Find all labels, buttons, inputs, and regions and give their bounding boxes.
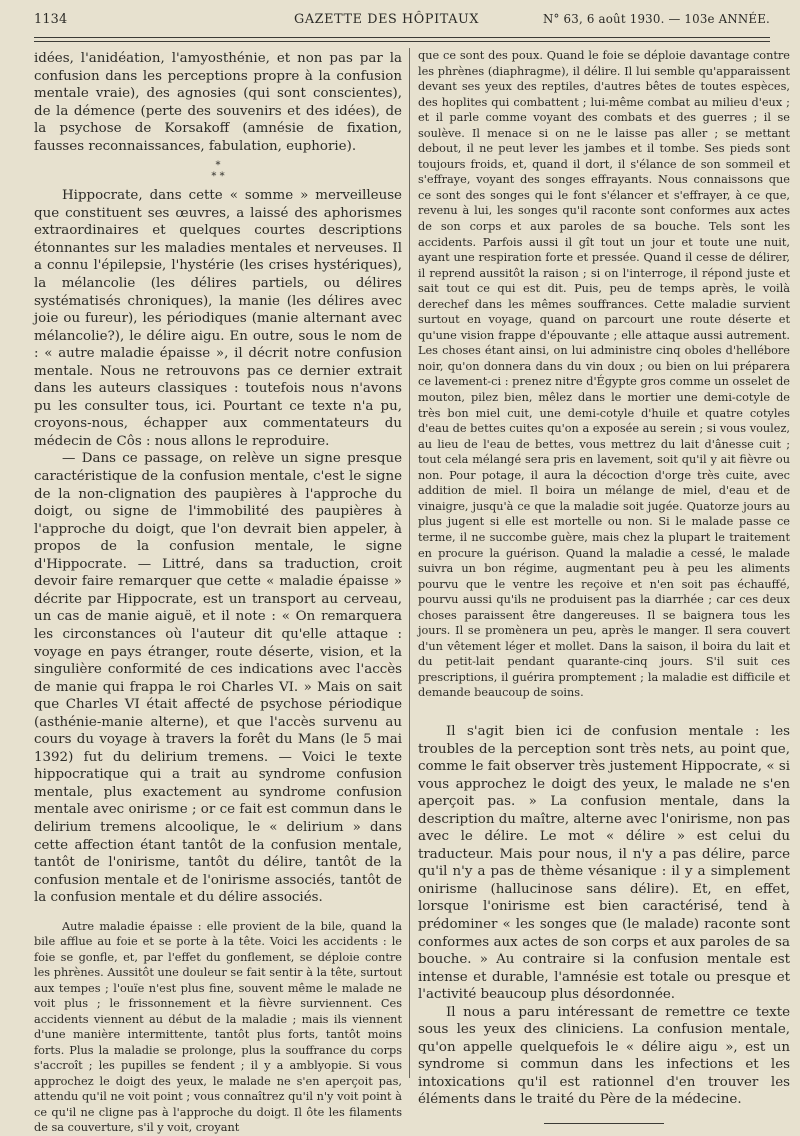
issue-info: N° 63, 6 août 1930. — 103e ANNÉE. xyxy=(542,12,770,26)
paragraph-hippocrates-intro: Hippocrate, dans cette « somme » merveilleuse que constituent ses œuvres, a laissé des aphorismes extraordinaires et quelques courtes descriptions étonnantes sur les maladies mentales et nerveuses. Il a connu l'épilepsie, l'hystérie (les crises hystériques), la mélancolie (les délires partiels, ou délires systématisés chroniques), la manie (les délires avec joie ou fureur), les périodiques (manie alternant avec mélancolie?), le délire aigu. En outre, sous le nom de : « autre maladie épaisse », il décrit notre confusion mentale. Nous ne retrouvons pas ce dernier extrait dans les auteurs classiques : toutefois nous n'avons pu les consulter tous, ici. Pourtant ce texte n'a pu, croyons-nous, échapper aux commentateurs du médecin de Côs : nous allons le reproduire. xyxy=(34,188,402,449)
spacer xyxy=(418,701,790,723)
quotation-hippocrates-continued: que ce sont des poux. Quand le foie se déploie davantage contre les phrènes (diaphragme), il délire. Il lui semble qu'apparaissent devant ses yeux des reptiles, d'autres bêtes de toutes espèces, des hoplites qui combattent ; lui-même combat au milieu d'eux ; et il parle comme voyant des combats et des guerres ; il se soulève. Il menace si on ne le laisse pas aller ; se mettant debout, il ne peut lever les jambes et il tombe. Ses pieds sont toujours froids, et, quand il dort, il s'élance de son sommeil et s'effraye, voyant des songes effrayants. Nous connaissons que ce sont des songes qui le font s'élancer et s'effrayer, à ce que, revenu à lui, les songes qu'il raconte sont conformes aux actes de son corps et aux paroles de sa bouche. Tels sont les accidents. Parfois aussi il gît tout un jour et toute une nuit, ayant une respiration forte et pressée. Quand il cesse de délirer, il reprend aussitôt la raison ; si on l'interroge, il répond juste et sait tout ce qui est dit. Puis, peu de temps après, le voilà derechef dans les mêmes souffrances. Cette maladie survient surtout en voyage, quand on parcourt une route déserte et qu'une vision frappe d'épouvante ; elle attaque aussi autrement. Les choses étant ainsi, on lui administre cinq oboles d'hellébore noir, qu'on donnera dans du vin doux ; ou bien on lui préparera ce lavement-ci : prenez nitre d'Égypte gros comme un osselet de mouton, pilez bien, mêlez dans le mortier une demi-cotyle de très bon miel cuit, une demi-cotyle d'huile et quatre cotyles d'eau de bettes cuites qu'on a exposée au serein ; si vous voulez, au lieu de l'eau de bettes, vous mettrez du lait d'ânesse cuit ; tout cela mélangé sera pris en lavement, soit qu'il y ait fièvre ou non. Pour potage, il aura la décoction d'orge très cuite, avec addition de miel. Il boira un mélange de miel, d'eau et de vinaigre, jusqu'à ce que la maladie soit jugée. Quatorze jours au plus jugent si elle est mortelle ou non. Si le malade passe ce terme, il ne succombe guère, mais chez la plupart le traitement en procure la guérison. Quand la maladie a cessé, le malade suivra un bon régime, augmentant peu à peu les aliments pourvu que le ventre les reçoive et n'en soit pas échauffé, pourvu aussi qu'ils ne produisent pas la diarrhée ; car ces deux choses paraissent être dangereuses. Il se baignera tous les jours. Il se promènera un peu, après le manger. Il sera couvert d'un vêtement léger et mollet. Dans la saison, il boira du lait et du petit-lait pendant quarante-cinq jours. S'il suit ces prescriptions, il guérira promptement ; la maladie est difficile et demande beaucoup de soins. xyxy=(418,49,790,700)
running-header xyxy=(34,8,770,36)
section-asterism xyxy=(34,160,402,182)
left-column xyxy=(34,50,402,1136)
spacer xyxy=(34,907,402,919)
paragraph-differential-diagnosis: idées, l'anidéation, l'amyosthénie, et non pas par la confusion dans les perceptions propre à la confusion mentale vraie), des agnosies (qui sont conscientes), de la démence (perte des souvenirs et des idées), de la psychose de Korsakoff (amnésie de fixation, fausses reconnaissances, fabulation, euphorie). xyxy=(34,51,402,154)
header-rule-thin xyxy=(34,41,770,42)
paragraph-commentary: Il s'agit bien ici de confusion mentale : les troubles de la perception sont très nets, au point que, comme le fait observer très justement Hippocrate, « si vous approchez le doigt des yeux, le malade ne s'en aperçoit pas. » La confusion mentale, dans la description du maître, alterne avec l'onirisme, non pas avec le délire. Le mot « délire » est celui du traducteur. Mais pour nous, il n'y a pas délire, parce qu'il n'y a pas de thème vésanique : il y a simplement onirisme (hallucinose sans délire). Et, en effet, lorsque l'onirisme est bien caractérisé, tend à prédominer « les songes que (le malade) raconte sont conformes aux actes de son corps et aux paroles de sa bouche. » Au contraire si la confusion mentale est intense et durable, l'amnésie est totale ou presque et l'activité beaucoup plus désordonnée. xyxy=(418,723,790,1003)
column-divider xyxy=(409,48,410,1078)
asterism-top: * xyxy=(215,160,221,172)
right-column xyxy=(418,48,790,1124)
paragraph-hippocrates-sign: — Dans ce passage, on relève un signe presque caractéristique de la confusion mentale, c'est le signe de la non-clignation des paupières à l'approche du doigt, ou signe de l'immobilité des paupières à l'approche du doigt, que l'on devrait bien appeler, à propos de la confusion mentale, le signe d'Hippocrate. — Littré, dans sa traduction, croit devoir faire remarquer que cette « maladie épaisse » décrite par Hippocrate, est un transport au cerveau, un cas de manie aiguë, et il note : « On remarquera les circonstances où l'auteur dit qu'elle attaque : voyage en pays étranger, route déserte, vision, et la singulière conformité de ces indications avec l'accès de manie qui frappa le roi Charles VI. » Mais on sait que Charles VI était affecté de psychose périodique (asthénie-manie alterne), et que l'accès survenu au cours du voyage à travers la forêt du Mans (le 5 mai 1392) fut du delirium tremens. — Voici le texte hippocratique qui a trait au syndrome confusion mentale, plus exactement au syndrome confusion mentale avec onirisme ; or ce fait est commun dans le delirium tremens alcoolique, le « delirium » dans cette affection étant tantôt de la confusion mentale, tantôt de l'onirisme, tantôt du délire, tantôt de la confusion mentale et de l'onirisme associés, tantôt de la confusion mentale et du délire associés. xyxy=(34,451,402,906)
quotation-hippocrates-start: Autre maladie épaisse : elle provient de la bile, quand la bile afflue au foie et se porte à la tête. Voici les accidents : le foie se gonfle, et, par l'effet du gonflement, se déploie contre les phrènes. Aussitôt une douleur se fait sentir à la tête, surtout aux tempes ; l'ouïe n'est plus fine, souvent même le malade ne voit plus ; le frissonnement et la fièvre surviennent. Ces accidents viennent au début de la maladie ; mais ils viennent d'une manière intermittente, tantôt plus forts, tantôt moins forts. Plus la maladie se prolonge, plus la souffrance du corps s'accroît ; les pupilles se fendent ; il y a amblyopie. Si vous approchez le doigt des yeux, le malade ne s'en aperçoit pas, attendu qu'il ne voit point ; vous connaîtrez qu'il n'y voit point à ce qu'il ne cligne pas à l'approche du doigt. Il ôte les filaments de sa couverture, s'il y voit, croyant xyxy=(34,919,402,1135)
journal-title: GAZETTE DES HÔPITAUX xyxy=(294,12,480,27)
header-rule-thick xyxy=(34,37,770,38)
asterism-bottom: * * xyxy=(211,171,225,183)
page-number: 1134 xyxy=(34,12,68,27)
end-ornament xyxy=(544,1123,664,1124)
paragraph-conclusion: Il nous a paru intéressant de remettre ce texte sous les yeux des cliniciens. La confusion mentale, qu'on appelle quelquefois le « délire aigu », est un syndrome si commun dans les infections et les intoxications qu'il est rationnel d'en trouver les éléments dans le traité du Père de la médecine. xyxy=(418,1004,790,1108)
